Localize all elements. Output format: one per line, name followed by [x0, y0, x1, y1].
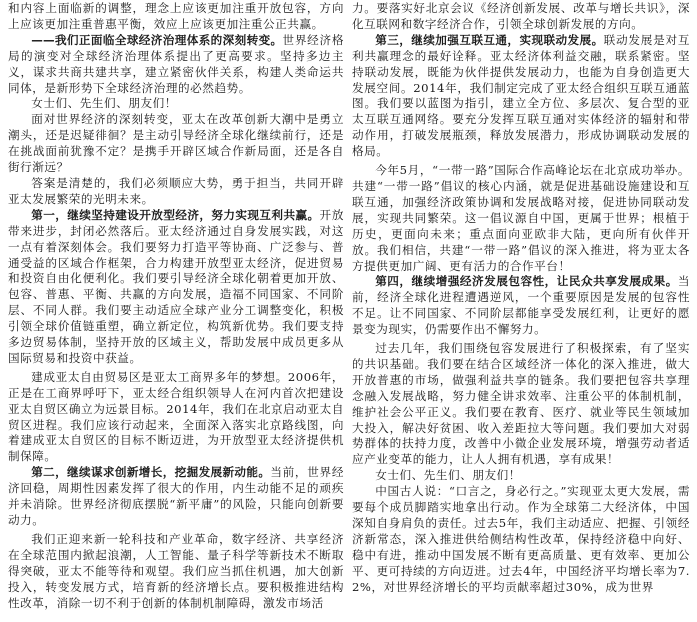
- paragraph-text: 世界经济格局的演变对全球经济治理体系提出了更高要求。坚持多边主义，谋求共商共建共享，建立紧密伙伴关系，构建人类命运共同体，是新形势下全球经济治理的必然趋势。: [8, 32, 344, 95]
- paragraph: 过去几年，我们围绕包容发展进行了积极探索，有了坚实的共识基础。我们要在结合区域经济一体化的深入推进，做大开放普惠的市场，做强利益共享的链条。我们要把包容共享理念融入发展战略，努力健全讲求效率、注重公平的体制机制，维护社会公平正义。我们要在教育、医疗、就业等民生领域加大投入，解决好贫困、收入差距拉大等问题。我们要加大对弱势群体的扶持力度，改善中小微企业发展环境，增强劳动者适应产业变革的能力，让人人拥有机遇，享有成果！: [352, 341, 690, 467]
- paragraph: 今年5月，“一带一路”国际合作高峰论坛在北京成功举办。共建“一带一路”倡议的核心内涵，就是促进基础设施建设和互联互通，加强经济政策协调和发展战略对接，促进协同联动发展，实现共同繁荣。这一倡议源自中国，更属于世界；根植于历史，更面向未来；重点面向亚欧非大陆，更向所有伙伴开放。我们相信，共建“一带一路”倡议的深入推进，将为亚太各方提供更加广阔、更有活力的合作平台！: [352, 163, 690, 273]
- paragraph: 女士们、先生们、朋友们！: [375, 468, 521, 483]
- paragraph: 建成亚太自由贸易区是亚太工商界多年的梦想。2006年，正是在工商界呼吁下，亚太经合组织领导人在河内首次把建设亚太自贸区确立为远景目标。2014年，我们在北京启动亚太自贸区进程。我们应该行动起来，全面深入落实北京路线图，向着建成亚太自贸区的目标不断迈进，为开放型亚太经济提供机制保障。: [8, 369, 344, 464]
- paragraph: 中国古人说：“口言之，身必行之。”实现亚太更大发展，需要每个成员脚踏实地拿出行动。作为全球第二大经济体，中国深知自身肩负的责任。过去5年，我们主动适应、把握、引领经济新常态，深入推进供给侧结构性改革，保持经济稳中向好、稳中有进，推动中国发展不断有更高质量、更有效率、更加公平、更可持续的方向迈进。过去4年，中国经济平均增长率为7.2%，对世界经济增长的平均贡献率超过30%，成为世界: [352, 484, 690, 594]
- paragraph: 和内容上面临新的调整，理念上应该更加注重开放包容，方向上应该更加注重普惠平衡，效应上应该更加注重公正共赢。: [8, 1, 344, 31]
- section-paragraph-2: [8, 465, 344, 529]
- section-heading-2: 第二，继续谋求创新增长，挖掘发展新动能。: [31, 465, 271, 480]
- left-column: [8, 1, 344, 611]
- section-heading-1: 第一，继续坚持建设开放型经济，努力实现互利共赢。: [31, 207, 320, 222]
- section-heading-3: 第三，继续加强互联互通，实现联动发展。: [375, 32, 604, 47]
- paragraph-text: 联动发展是对互利共赢理念的最好诠释。亚太经济体利益交融，联系紧密。坚持联动发展，既能为伙伴提供发展动力，也能为自身创造更大发展空间。2014年，我们制定完成了亚太经合组织互联互通蓝图。我们要以蓝图为指引，建立全方位、多层次、复合型的亚太互联互通网络。要充分发挥互联互通对实体经济的辐射和带动作用，打破发展瓶颈，释放发展潜力，形成协调联动发展的格局。: [352, 32, 690, 159]
- paragraph: 答案是清楚的，我们必须顺应大势，勇于担当，共同开辟亚太发展繁荣的光明未来。: [8, 175, 344, 206]
- paragraph-text: 当前，经济全球化进程遭遇逆风，一个重要原因是发展的包容性不足。让不同国家、不同阶层都能享受发展红利，让更好的愿景变为现实，仍需要作出不懈努力。: [352, 274, 690, 337]
- section-heading-4: 第四，继续增强经济发展包容性，让民众共享发展成果。: [375, 274, 678, 289]
- paragraph: 女士们、先生们、朋友们！: [31, 96, 177, 111]
- paragraph: 力。要落实好北京会议《经济创新发展、改革与增长共识》，深化互联网和数字经济合作，引领全球创新发展的方向。: [352, 1, 690, 31]
- paragraph-text: 当前，世界经济回稳，周期性因素发挥了很大的作用，内生动能不足的顽疾并未消除。世界经济彻底摆脱“新平庸”的风险，只能向创新要动力。: [8, 465, 344, 527]
- section-paragraph-3: [352, 33, 690, 160]
- section-paragraph-4: [352, 274, 690, 338]
- subheading: ——我们正面临全球经济治理体系的深刻转变。: [31, 32, 283, 47]
- section-paragraph-1: [8, 208, 344, 367]
- right-column: [352, 1, 690, 596]
- paragraph: 面对世界经济的深刻转变，亚太在改革创新大潮中是勇立潮头，还是迟疑徘徊？是主动引导经济全球化继续前行，还是在挑战面前犹豫不定？是携手开辟区域合作新局面，还是各自街行渐远？: [8, 112, 344, 175]
- subheading-paragraph: [8, 33, 344, 97]
- paragraph: 我们正迎来新一轮科技和产业革命，数字经济、共享经济在全球范围内掀起浪潮，人工智能、量子科学等新技术不断取得突破，亚太不能等待和观望。我们应当抓住机遇，加大创新投入，转变发展方式，培育新的经济增长点。要积极推进结构性改革，消除一切不利于创新的体制机制障碍，激发市场活: [8, 531, 344, 610]
- paragraph-text: 开放带来进步，封闭必然落后。亚太经济通过自身发展实践，对这一点有着深刻体会。我们要努力打造平等协商、广泛参与、普通受益的区域合作框架，合力构建开放型亚太经济，促进贸易和投资自由化便利化。我们要引导经济全球化朝着更加开放、包容、普惠、平衡、共赢的方向发展，造福不同国家、不同阶层、不同人群。我们要主动适应全球产业分工调整变化，积极引领全球价值链重塑，确立新定位，构筑新优势。我们要支持多边贸易体制，坚持开放的区域主义，帮助发展中成员更多从国际贸易和投资中获益。: [8, 207, 344, 365]
